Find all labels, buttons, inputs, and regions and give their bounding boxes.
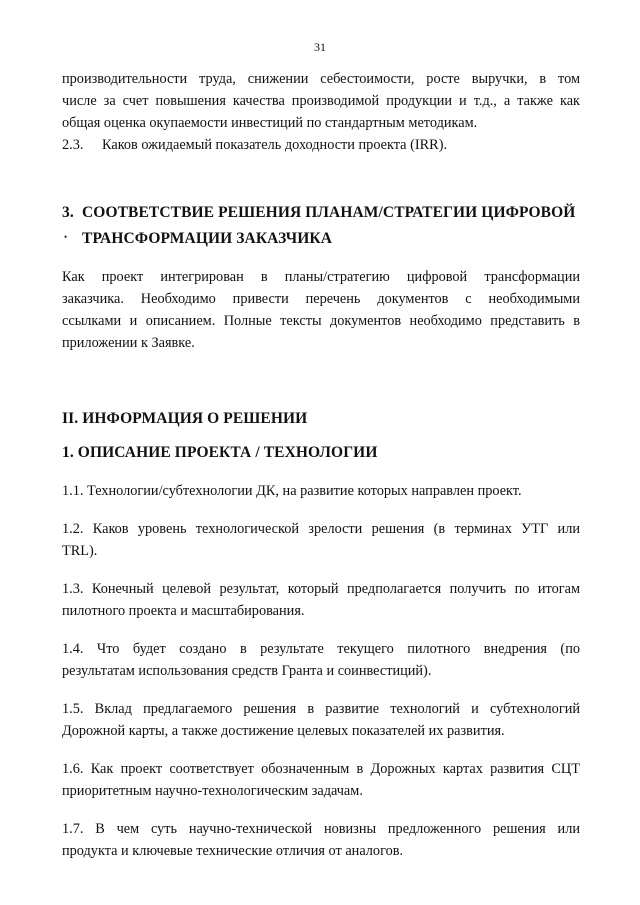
text-line: 1.1. Технологии/субтехнологии ДК, на развитие которых направлен проект. xyxy=(62,483,522,499)
text-line: 1.2. Каков уровень технологической зрелости решения (в терминах УТГ или xyxy=(62,521,580,537)
text-line: пилотного проекта и масштабирования. xyxy=(62,603,305,619)
text-line: TRL). xyxy=(62,543,98,559)
part-2-title: II. ИНФОРМАЦИЯ О РЕШЕНИИ xyxy=(62,410,308,427)
item-2-3 xyxy=(62,134,580,156)
list-item-1-3 xyxy=(62,578,580,622)
text-line: Как проект интегрирован в планы/стратегию цифровой трансформации xyxy=(62,269,580,285)
section-title-line: ТРАНСФОРМАЦИИ ЗАКАЗЧИКА xyxy=(82,230,333,247)
text-line: числе за счет повышения качества производимой продукции и т.д., а также как xyxy=(62,93,580,109)
text-line: приоритетным научно-технологическим задачам. xyxy=(62,783,363,799)
intro-paragraph xyxy=(62,68,580,134)
page-number: 31 xyxy=(314,40,326,54)
text-line: приложении к Заявке. xyxy=(62,335,195,351)
subsection-1-title: 1. ОПИСАНИЕ ПРОЕКТА / ТЕХНОЛОГИИ xyxy=(62,444,378,461)
section-3-paragraph xyxy=(62,266,580,354)
section-3-heading xyxy=(62,200,580,252)
item-number: 2.3. xyxy=(62,137,84,153)
list-item-1-5 xyxy=(62,698,580,742)
section-title-text: СООТВЕТСТВИЕ РЕШЕНИЯ ПЛАНАМ/СТРАТЕГИИ ЦИФРОВОЙ xyxy=(82,204,576,221)
text-line: 1.6. Как проект соответствует обозначенным в Дорожных картах развития СЦТ xyxy=(62,761,580,777)
list-item-1-2 xyxy=(62,518,580,562)
list-item-1-4 xyxy=(62,638,580,682)
item-text: Каков ожидаемый показатель доходности проекта (IRR). xyxy=(102,137,448,153)
text-line: 1.3. Конечный целевой результат, который предполагается получить по итогам xyxy=(62,581,580,597)
text-line: заказчика. Необходимо привести перечень документов с необходимыми xyxy=(62,291,580,307)
text-line: Дорожной карты, а также достижение целевых показателей их развития. xyxy=(62,723,505,739)
text-line: продукта и ключевые технические отличия от аналогов. xyxy=(62,843,404,859)
text-line: 1.7. В чем суть научно-технической новизны предложенного решения или xyxy=(62,821,580,837)
list-item-1-7 xyxy=(62,818,580,862)
section-title-line xyxy=(62,200,580,226)
text-line: результатам использования средств Гранта и соинвестиций). xyxy=(62,663,432,679)
list-item-1-6 xyxy=(62,758,580,802)
text-line: 1.5. Вклад предлагаемого решения в развитие технологий и субтехнологий xyxy=(62,701,580,717)
document-body xyxy=(62,68,580,862)
text-line: ссылками и описанием. Полные тексты документов необходимо представить в xyxy=(62,313,580,329)
section-number: 3. xyxy=(62,204,74,221)
list-item-1-1 xyxy=(62,480,580,502)
text-line: 1.4. Что будет создано в результате текущего пилотного внедрения (по xyxy=(62,641,580,657)
bullet-mark: • xyxy=(64,232,68,242)
text-line: производительности труда, снижении себестоимости, росте выручки, в том xyxy=(62,71,580,87)
text-line: общая оценка окупаемости инвестиций по стандартным методикам. xyxy=(62,115,478,131)
